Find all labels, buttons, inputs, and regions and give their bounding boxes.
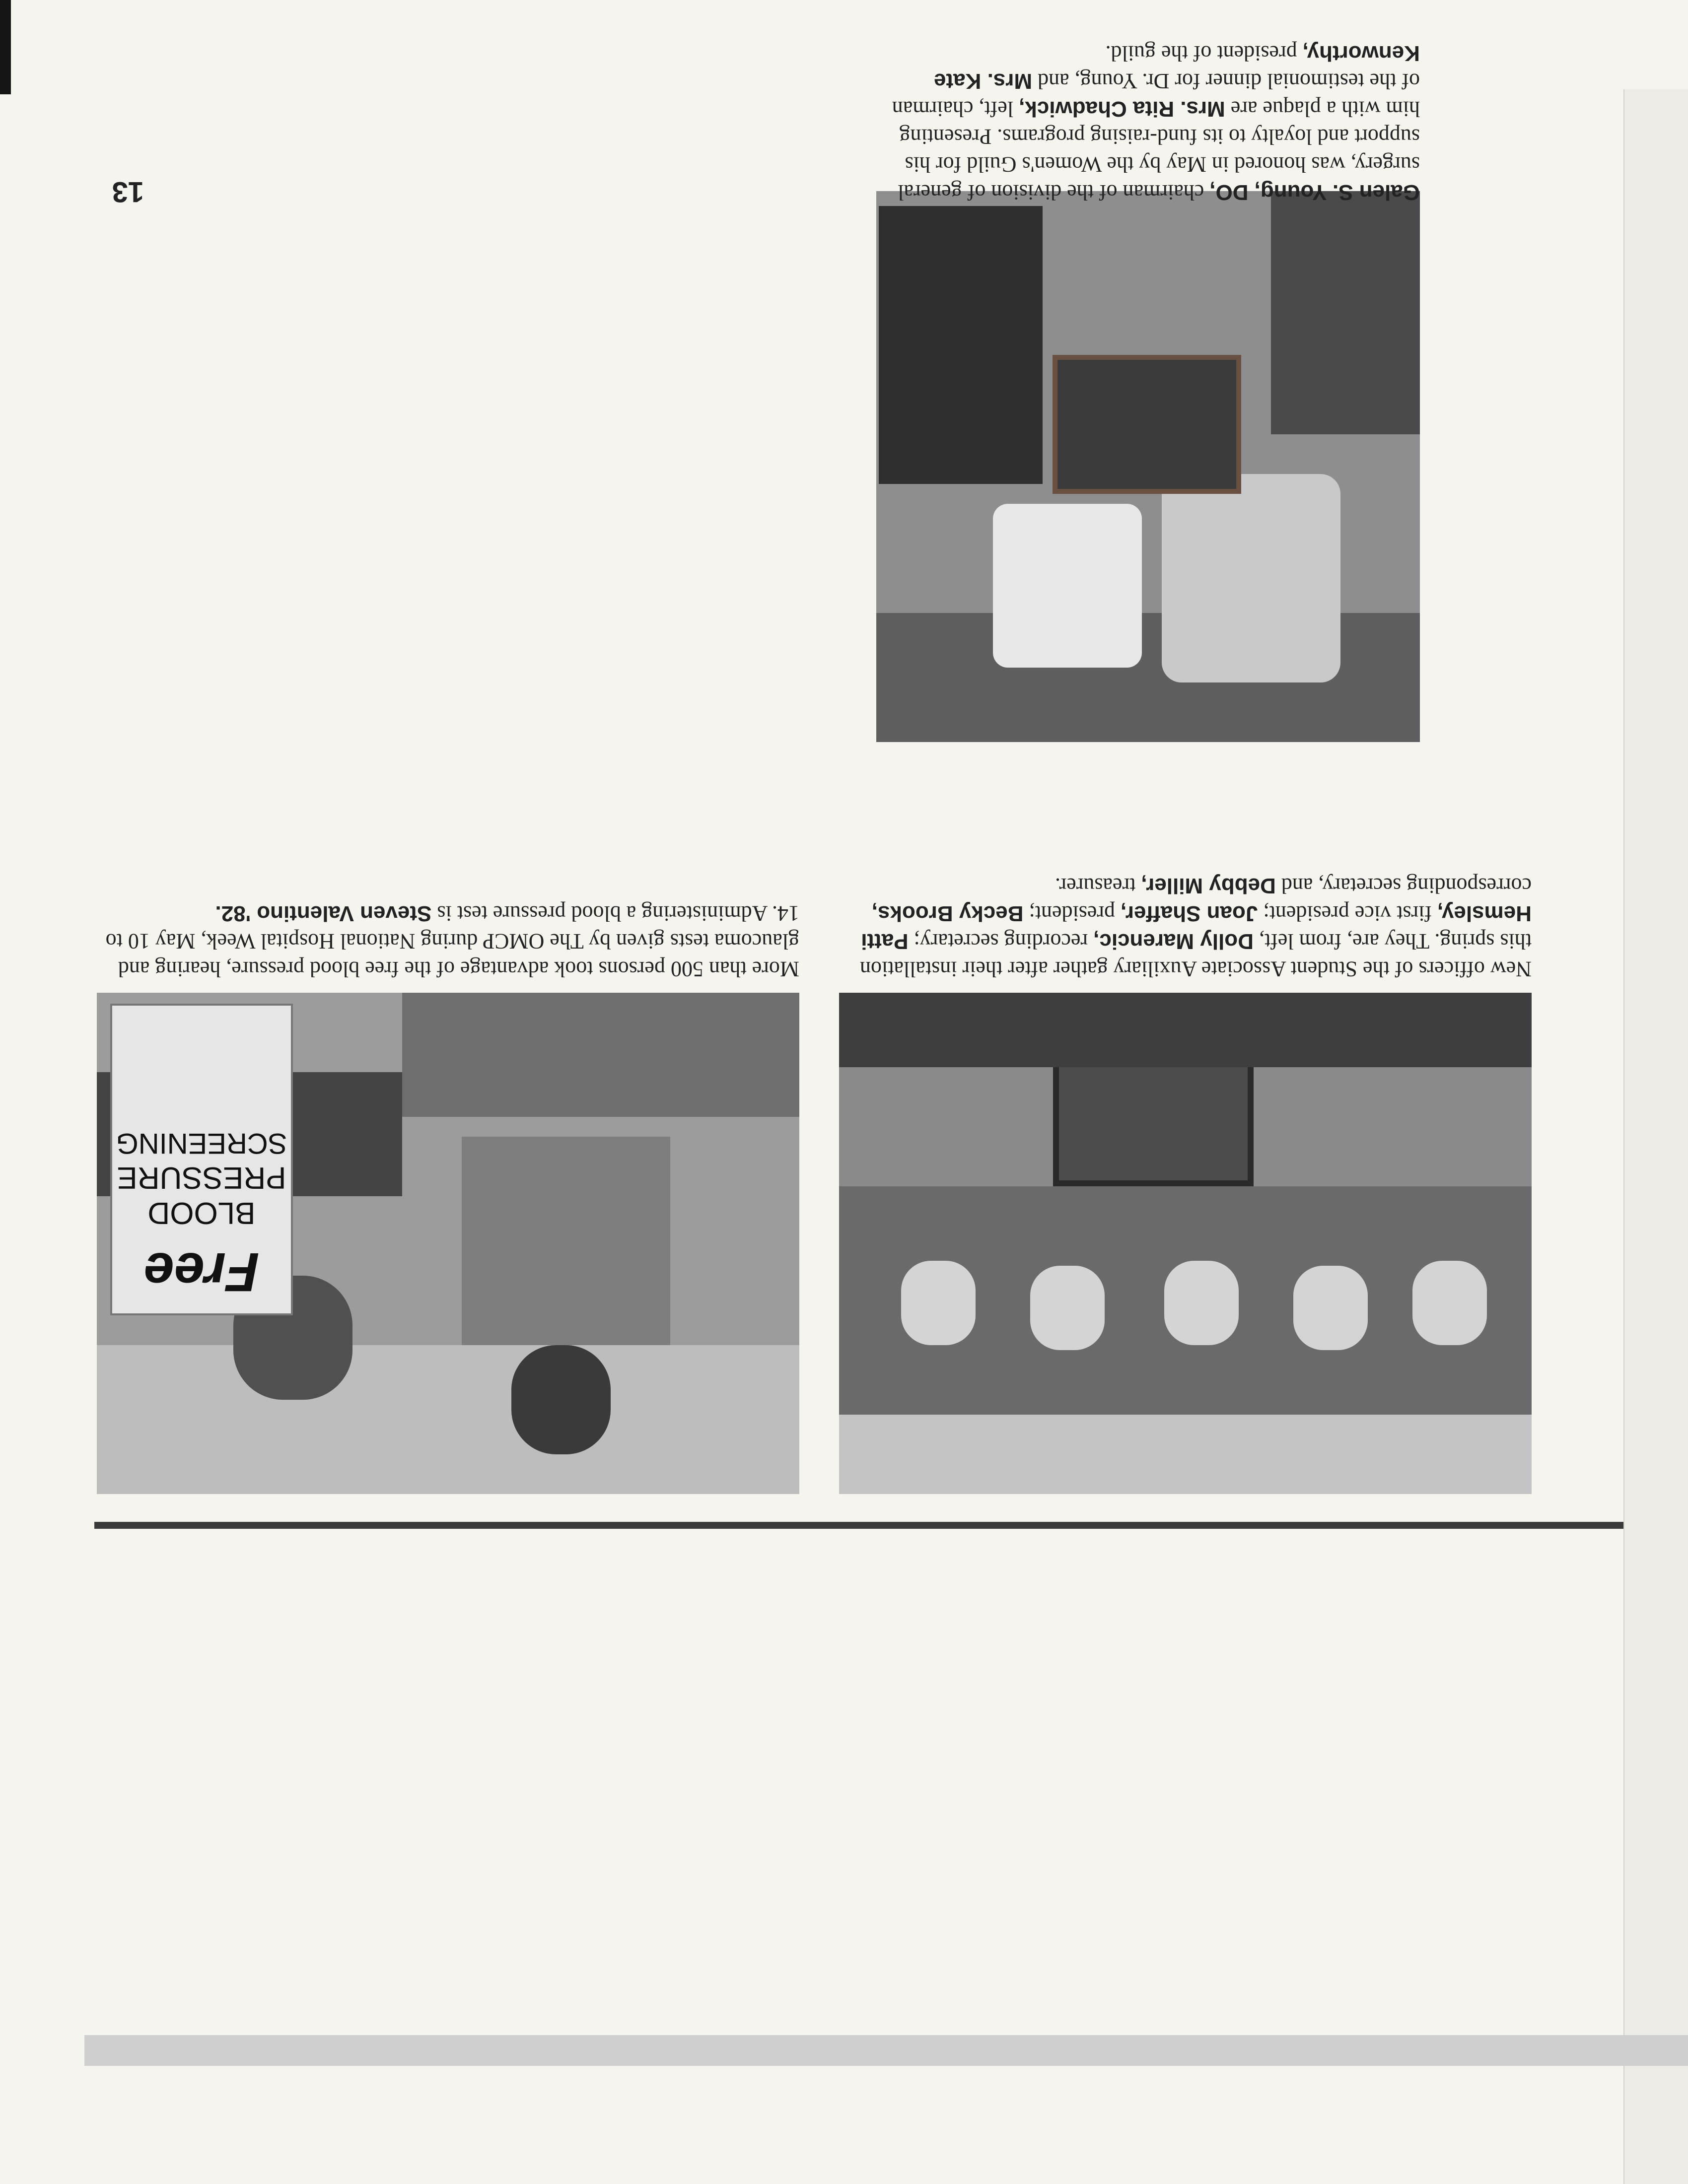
- screening-caption: More than 500 persons took advantage of the free blood pressure, hearing and glaucoma tests given by The OMCP during National Hospital Week, May 10 to 14. Administering a blood pressure test is Steven Valentino '82.: [105, 901, 799, 981]
- free-blood-pressure-sign: Free BLOOD PRESSURE SCREENING: [110, 1004, 293, 1315]
- auxiliary-officers-photo: [839, 993, 1532, 1494]
- blood-pressure-screening-photo: [97, 993, 799, 1494]
- auxiliary-caption: New officers of the Student Associate Auxiliary gather after their installation this spring. They are, from left, Dolly Marencic, recording secretary; Patti Hemsley, first vice president; Joan Shaffer, president; Becky Brooks, corresponding secretary, and Debby Miller, treasurer.: [859, 874, 1532, 981]
- guild-plaque-photo: [876, 191, 1420, 742]
- section-divider-rule: [94, 1522, 1623, 1529]
- page-number: 13: [112, 176, 144, 208]
- guild-caption: Galen S. Young, DO, chairman of the division of general surgery, was honored in May by the Women's Guild for his support and loyalty to its fund-raising programs. Presenting him with a plaque are Mrs. Rita Chadwick, left, chairman of the testimonial dinner for Dr. Young, and Mrs. Kate Kenworthy, president of the guild.: [892, 41, 1420, 205]
